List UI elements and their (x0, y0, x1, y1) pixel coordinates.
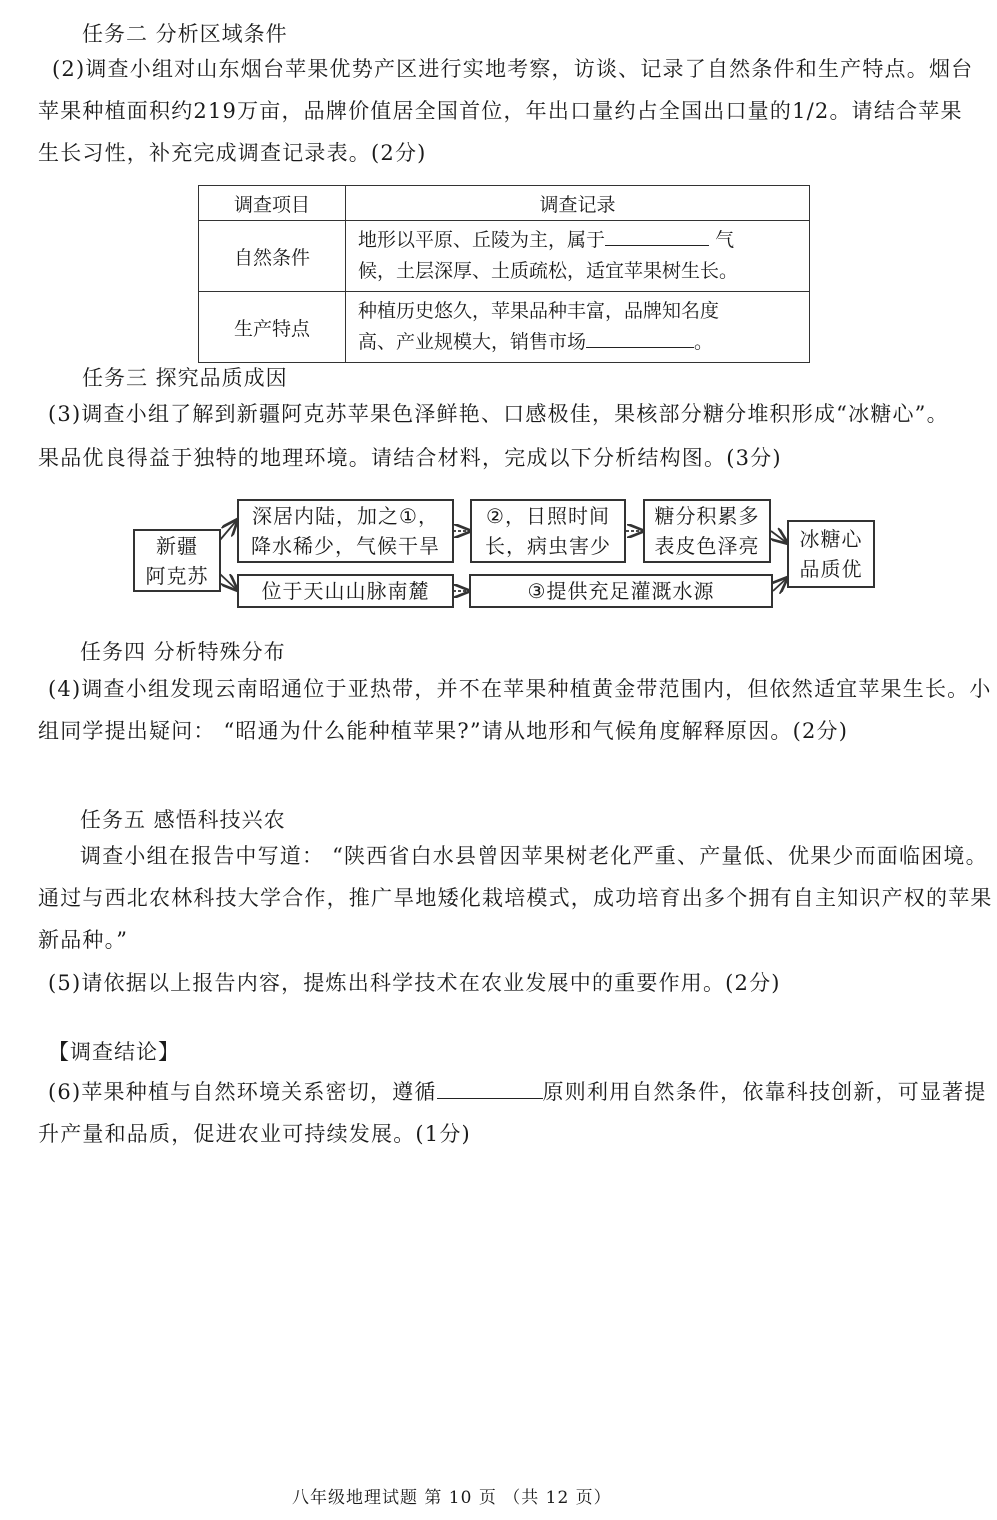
production-text-a: 种植历史悠久，苹果品种丰富，品牌知名度 (358, 300, 720, 322)
flow-top3-line1: 糖分积累多 (654, 504, 760, 528)
arrow-bottom2-to-result (773, 578, 787, 591)
flow-bottom1-text: 位于天山山脉南麓 (261, 579, 430, 603)
flow-top3-box (643, 499, 771, 563)
flow-result-line1: 冰糖心 (799, 527, 863, 551)
flow-top2-line1: ②，日照时间 (486, 504, 610, 528)
answer-blank-principle[interactable] (437, 1097, 543, 1099)
table-header-record: 调查记录 (346, 186, 810, 221)
arrow-origin-to-bottom (220, 574, 237, 590)
task3-heading: 任务三 探究品质成因 (82, 366, 288, 390)
natural-text-c: 候，土层深厚、土质疏松，适宜苹果树生长。 (358, 260, 739, 282)
report-line-1: 调查小组在报告中写道： “陕西省白水县曾因苹果树老化严重、产量低、优果少而面临困境。 (80, 844, 988, 868)
report-line-3: 新品种。” (38, 928, 129, 952)
flow-bottom1-box (237, 574, 454, 608)
flow-top1-box (237, 499, 454, 563)
q6-text-b: 原则利用自然条件，依靠科技创新，可显著提 (542, 1080, 987, 1104)
arrow-top3-to-result (771, 531, 787, 543)
q2-line-1: (2)调查小组对山东烟台苹果优势产区进行实地考察，访谈、记录了自然条件和生产特点。烟台 (52, 57, 974, 81)
q3-line-2: 果品优良得益于独特的地理环境。请结合材料，完成以下分析结构图。(3分) (38, 446, 782, 470)
flow-result-box (787, 520, 875, 588)
flow-origin-box (133, 529, 221, 592)
flow-top2-line2: 长，病虫害少 (485, 534, 611, 558)
q2-line-3: 生长习性，补充完成调查记录表。(2分) (38, 141, 427, 165)
flow-bottom2-box (469, 574, 773, 608)
production-text-c: 。 (694, 331, 714, 353)
q6-line-2: 升产量和品质，促进农业可持续发展。(1分) (38, 1122, 471, 1146)
arrow-origin-to-top (220, 520, 237, 540)
flow-top1-line1: 深居内陆，加之①， (252, 504, 439, 528)
q4-line-2: 组同学提出疑问： “昭通为什么能种植苹果?”请从地形和气候角度解释原因。(2分) (38, 719, 849, 743)
row-production-item: 生产特点 (199, 292, 346, 363)
q5-question: (5)请依据以上报告内容，提炼出科学技术在农业发展中的重要作用。(2分) (48, 971, 781, 995)
task5-heading: 任务五 感悟科技兴农 (80, 808, 286, 832)
flow-result-line2: 品质优 (799, 557, 863, 581)
natural-text-b: 气 (715, 229, 735, 251)
report-line-2: 通过与西北农林科技大学合作，推广旱地矮化栽培模式，成功培育出多个拥有自主知识产权的苹果 (38, 886, 993, 910)
flow-origin-line2: 阿克苏 (145, 563, 209, 588)
flow-origin-line1: 新疆 (156, 533, 198, 558)
production-text-b: 高、产业规模大，销售市场 (358, 331, 587, 353)
task2-heading: 任务二 分析区域条件 (82, 22, 288, 46)
flow-top2-box (470, 499, 626, 563)
conclusion-heading: 【调查结论】 (48, 1040, 180, 1064)
q3-line-1: (3)调查小组了解到新疆阿克苏苹果色泽鲜艳、口感极佳，果核部分糖分堆积形成“冰糖心”。 (48, 402, 949, 426)
flow-bottom2-text: ③提供充足灌溉水源 (527, 579, 715, 603)
flow-top1-line2: 降水稀少，气候干旱 (251, 534, 440, 558)
page-footer: 八年级地理试题 第 10 页 （共 12 页） (292, 1488, 612, 1508)
q6-text-a: (6)苹果种植与自然环境关系密切，遵循 (48, 1080, 437, 1104)
flow-top3-line2: 表皮色泽亮 (654, 534, 760, 558)
q4-line-1: (4)调查小组发现云南昭通位于亚热带，并不在苹果种植黄金带范围内，但依然适宜苹果生长。小 (48, 677, 992, 701)
row-natural-item: 自然条件 (199, 221, 346, 292)
task4-heading: 任务四 分析特殊分布 (80, 640, 286, 664)
table-header-item: 调查项目 (199, 186, 346, 221)
q6-line-1 (48, 1070, 987, 1114)
q2-line-2: 苹果种植面积约219万亩，品牌价值居全国首位，年出口量约占全国出口量的1/2。请结合苹果 (38, 99, 963, 123)
natural-text-a: 地形以平原、丘陵为主，属于 (358, 229, 606, 251)
